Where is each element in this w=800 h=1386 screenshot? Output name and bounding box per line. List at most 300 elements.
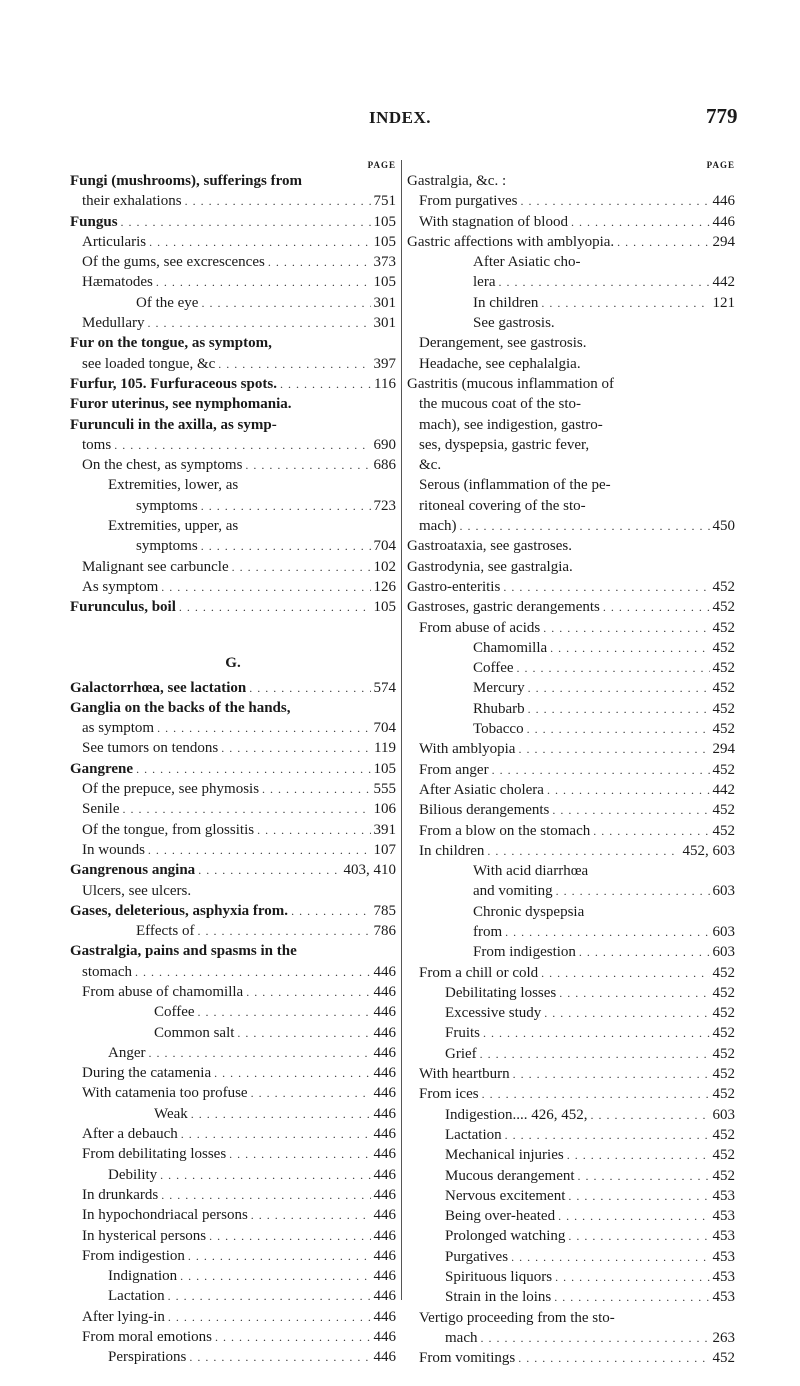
entry-page-ref: 294 (712, 233, 735, 250)
dot-leader (492, 760, 710, 780)
index-entry (70, 1083, 396, 1103)
dot-leader (559, 983, 709, 1003)
index-entry (70, 779, 396, 799)
entry-term: Of the eye (136, 294, 199, 311)
index-entry (70, 415, 396, 435)
index-entry (407, 1348, 735, 1368)
index-entry (70, 1104, 396, 1124)
entry-term: Fungus (70, 213, 118, 230)
index-entry (70, 1307, 396, 1327)
index-entry (407, 374, 735, 394)
index-entry (70, 293, 396, 313)
index-entry (70, 333, 396, 353)
index-entry (407, 739, 735, 759)
entry-page-ref: 446 (373, 1349, 396, 1366)
index-entry (70, 1063, 396, 1083)
index-entry (407, 1226, 735, 1246)
index-entry (70, 860, 396, 880)
index-entry (70, 799, 396, 819)
entry-page-ref: 452 (712, 1045, 735, 1062)
entry-page-ref: 452 (712, 761, 735, 778)
dot-leader (579, 942, 710, 962)
index-entry (70, 475, 396, 495)
dot-leader (232, 557, 371, 577)
entry-term: Weak (154, 1105, 188, 1122)
entry-page-ref: 397 (373, 355, 396, 372)
dot-leader (578, 1166, 710, 1186)
index-entry (407, 983, 735, 1003)
entry-page-ref: 452 (712, 599, 735, 616)
dot-leader (527, 719, 710, 739)
index-entry (407, 1064, 735, 1084)
index-entry (407, 1003, 735, 1023)
dot-leader (511, 1247, 709, 1267)
entry-page-ref: 452 (712, 1350, 735, 1367)
dot-leader (168, 1286, 371, 1306)
entry-term: Chronic dyspepsia (473, 903, 585, 920)
index-entry (407, 638, 735, 658)
entry-term: Debility (108, 1166, 158, 1183)
entry-term: From ices (419, 1086, 479, 1103)
index-entry (70, 1185, 396, 1205)
dot-leader (209, 1226, 370, 1246)
entry-term: From anger (419, 761, 489, 778)
entry-page-ref: 786 (373, 923, 396, 940)
entry-term: Mechanical injuries (445, 1147, 564, 1164)
index-entry (407, 1247, 735, 1267)
entry-term: Bilious derangements (419, 802, 550, 819)
entry-page-ref: 446 (712, 213, 735, 230)
index-entry (407, 902, 735, 922)
entry-page-ref: 294 (712, 741, 735, 758)
dot-leader (180, 1266, 370, 1286)
entry-term: Fruits (445, 1025, 481, 1042)
index-entry (70, 1165, 396, 1185)
dot-leader (503, 577, 709, 597)
entry-term: Malignant see carbuncle (82, 558, 229, 575)
index-entry (70, 171, 396, 191)
index-entry (70, 698, 396, 718)
index-entry (407, 313, 735, 333)
entry-term: Anger (108, 1044, 146, 1061)
entry-term: mach (445, 1329, 478, 1346)
entry-page-ref: 446 (373, 1308, 396, 1325)
entry-page-ref: 452, 603 (682, 842, 735, 859)
dot-leader (483, 1023, 709, 1043)
entry-term: Articularis (82, 233, 147, 250)
dot-leader (505, 1125, 710, 1145)
index-entry (407, 1328, 735, 1348)
dot-leader (268, 252, 371, 272)
entry-term: Debilitating losses (445, 984, 557, 1001)
entry-page-ref: 453 (712, 1187, 735, 1204)
entry-term: ses, dyspepsia, gastric fever, (419, 436, 590, 453)
index-entry (70, 252, 396, 272)
index-entry (70, 212, 396, 232)
entry-page-ref: 452 (712, 680, 735, 697)
index-entry (407, 536, 735, 556)
dot-leader (229, 1144, 370, 1164)
section-letter: G. (225, 654, 241, 671)
index-entry (407, 618, 735, 638)
entry-page-ref: 105 (373, 760, 396, 777)
index-entry (70, 557, 396, 577)
dot-leader (214, 1063, 370, 1083)
entry-page-ref: 446 (373, 1146, 396, 1163)
index-entry (407, 212, 735, 232)
entry-page-ref: 107 (373, 841, 396, 858)
dot-leader (168, 1307, 371, 1327)
dot-leader (249, 678, 370, 698)
entry-term: Gastro-enteritis (407, 578, 501, 595)
entry-term: Nervous excitement (445, 1187, 566, 1204)
index-entry (407, 1125, 735, 1145)
left-entries (70, 171, 396, 1368)
entry-page-ref: 119 (374, 740, 396, 757)
entry-term: lera (473, 274, 496, 291)
entry-term: Excessive study (445, 1005, 542, 1022)
entry-page-ref: 690 (373, 436, 396, 453)
entry-page-ref: 105 (373, 274, 396, 291)
entry-term: Of the tongue, from glossitis (82, 821, 255, 838)
entry-page-ref: 446 (373, 1004, 396, 1021)
entry-term: Hæmatodes (82, 274, 153, 291)
entry-page-ref: 391 (373, 821, 396, 838)
entry-page-ref: 263 (712, 1329, 735, 1346)
entry-term: Gastroses, gastric derangements (407, 599, 600, 616)
entry-page-ref: 446 (373, 1186, 396, 1203)
entry-term: Chamomilla (473, 639, 548, 656)
index-entry (70, 313, 396, 333)
index-entry (70, 1144, 396, 1164)
dot-leader (554, 1287, 709, 1307)
index-entry (70, 394, 396, 414)
entry-term: From abuse of chamomilla (82, 983, 244, 1000)
entry-term: Fur on the tongue, as symptom, (70, 335, 272, 352)
index-entry (70, 921, 396, 941)
entry-page-ref: 446 (373, 1288, 396, 1305)
entry-page-ref: 603 (712, 883, 735, 900)
index-entry (407, 719, 735, 739)
index-entry (70, 962, 396, 982)
entry-term: Coffee (154, 1004, 195, 1021)
index-entry (70, 1246, 396, 1266)
index-entry (407, 232, 735, 252)
dot-leader (136, 759, 370, 779)
entry-term: Fungi (mushrooms), sufferings from (70, 173, 302, 189)
index-entry (407, 760, 735, 780)
dot-leader (148, 840, 371, 860)
entry-term: ritoneal covering of the sto- (419, 497, 586, 514)
index-entry (407, 1145, 735, 1165)
entry-term: Furfur, 105. Furfuraceous spots. (70, 375, 277, 392)
index-entry (70, 516, 396, 536)
index-entry (70, 374, 396, 394)
entry-page-ref: 446 (373, 1085, 396, 1102)
index-entry (407, 333, 735, 353)
dot-leader (518, 739, 709, 759)
entry-term: After a debauch (82, 1126, 178, 1143)
index-entry (407, 1186, 735, 1206)
dot-leader (555, 1267, 709, 1287)
entry-term: During the catamenia (82, 1065, 212, 1082)
entry-term: Gases, deleterious, asphyxia from. (70, 902, 289, 919)
index-entry (70, 1266, 396, 1286)
entry-page-ref: 704 (373, 538, 396, 555)
entry-page-ref: 452 (712, 1167, 735, 1184)
entry-term: the mucous coat of the sto- (419, 396, 582, 413)
entry-page-ref: 452 (712, 1147, 735, 1164)
index-entry (70, 982, 396, 1002)
entry-page-ref: 555 (373, 781, 396, 798)
entry-term: On the chest, as symptoms (82, 457, 243, 474)
index-entry (70, 941, 396, 961)
entry-page-ref: 446 (373, 1166, 396, 1183)
entry-page-ref: 452 (712, 700, 735, 717)
index-entry (70, 455, 396, 475)
entry-term: &c. (419, 457, 442, 474)
index-entry (407, 293, 735, 313)
index-entry (407, 963, 735, 983)
entry-page-ref: 301 (373, 315, 396, 332)
entry-term: Derangement, see gastrosis. (419, 335, 587, 352)
entry-term: In hypochondriacal persons (82, 1207, 248, 1224)
index-entry (70, 901, 396, 921)
dot-leader (480, 1044, 710, 1064)
dot-leader (544, 1003, 709, 1023)
dot-leader (189, 1347, 370, 1367)
index-entry (407, 354, 735, 374)
entry-term: Vertigo proceeding from the sto- (419, 1309, 615, 1326)
entry-term: From purgatives (419, 193, 518, 210)
index-entry (407, 780, 735, 800)
index-entry (70, 1002, 396, 1022)
index-entry (407, 435, 735, 455)
dot-leader (181, 1124, 371, 1144)
dot-leader (157, 718, 370, 738)
dot-leader (161, 1185, 370, 1205)
entry-term: mach), see indigestion, gastro- (419, 416, 603, 433)
entry-page-ref: 574 (373, 679, 396, 696)
entry-term: Furunculi in the axilla, as symp- (70, 416, 277, 433)
entry-term: Medullary (82, 315, 145, 332)
entry-page-ref: 126 (373, 578, 396, 595)
entry-page-ref: 452 (712, 639, 735, 656)
entry-page-ref: 453 (712, 1269, 735, 1286)
entry-page-ref: 452 (712, 619, 735, 636)
entry-page-ref: 452 (712, 802, 735, 819)
dot-leader (528, 699, 710, 719)
entry-term: from (473, 923, 503, 940)
dot-leader (121, 212, 371, 232)
entry-page-ref: 446 (373, 1044, 396, 1061)
entry-page-ref: 446 (373, 1126, 396, 1143)
dot-leader (179, 597, 371, 617)
right-entries (407, 171, 735, 1369)
entry-page-ref: 116 (374, 375, 396, 392)
entry-page-ref: 446 (373, 1268, 396, 1285)
dot-leader (571, 212, 710, 232)
entry-term: Of the gums, see excrescences (82, 254, 265, 271)
index-entry (407, 942, 735, 962)
index-entry (407, 1287, 735, 1307)
entry-page-ref: 452 (712, 1025, 735, 1042)
index-entry (407, 861, 735, 881)
index-entry (407, 557, 735, 577)
entry-page-ref: 452 (712, 822, 735, 839)
index-entry (70, 1043, 396, 1063)
index-entry (70, 191, 396, 211)
entry-page-ref: 723 (373, 497, 396, 514)
dot-leader (550, 638, 709, 658)
index-entry (70, 354, 396, 374)
entry-term: Prolonged watching (445, 1228, 566, 1245)
index-entry (407, 577, 735, 597)
entry-term: their exhalations (82, 193, 182, 210)
dot-leader (593, 821, 709, 841)
entry-term: Headache, see cephalalgia. (419, 355, 581, 372)
index-entry (70, 232, 396, 252)
dot-leader (558, 1206, 709, 1226)
dot-leader (568, 1186, 709, 1206)
running-header-title: INDEX. (368, 108, 432, 127)
left-column (70, 160, 396, 1368)
entry-page-ref: 442 (712, 781, 735, 798)
dot-leader (135, 962, 371, 982)
entry-term: Coffee (473, 660, 514, 677)
entry-term: Furunculus, boil (70, 599, 176, 616)
dot-leader (221, 738, 371, 758)
dot-leader (603, 597, 710, 617)
entry-page-ref: 452 (712, 1005, 735, 1022)
index-entry (407, 272, 735, 292)
entry-term: With heartburn (419, 1066, 510, 1083)
index-entry (70, 597, 396, 617)
index-entry (70, 496, 396, 516)
dot-leader (218, 354, 370, 374)
entry-term: Extremities, lower, as (108, 477, 239, 494)
entry-term: symptoms (136, 538, 198, 555)
entry-page-ref: 403, 410 (343, 862, 396, 879)
entry-page-ref: 446 (373, 1065, 396, 1082)
entry-term: Gastroataxia, see gastroses. (407, 538, 572, 555)
index-entry (70, 1327, 396, 1347)
entry-term: After Asiatic cho- (473, 254, 581, 271)
entry-term: From vomitings (419, 1350, 516, 1367)
entry-page-ref: 301 (373, 294, 396, 311)
dot-leader (547, 780, 710, 800)
entry-term: Serous (inflammation of the pe- (419, 477, 611, 494)
dot-leader (246, 982, 370, 1002)
entry-term: From a chill or cold (419, 964, 539, 981)
dot-leader (543, 618, 709, 638)
entry-term: Lactation (445, 1126, 502, 1143)
dot-leader (149, 232, 370, 252)
dot-leader (123, 799, 371, 819)
entry-page-ref: 452 (712, 984, 735, 1001)
entry-term: With acid diarrhœa (473, 863, 589, 880)
spacer (70, 618, 396, 638)
entry-term: Extremities, upper, as (108, 518, 239, 535)
entry-term: In wounds (82, 841, 145, 858)
entry-term: From a blow on the stomach (419, 822, 591, 839)
dot-leader (147, 313, 370, 333)
entry-term: toms (82, 436, 112, 453)
dot-leader (487, 841, 679, 861)
index-entry (407, 1166, 735, 1186)
index-entry (70, 536, 396, 556)
entry-term: Gastralgia, pains and spasms in the (70, 943, 297, 960)
entry-term: Tobacco (473, 721, 524, 738)
index-entry (407, 1044, 735, 1064)
dot-leader (201, 536, 371, 556)
entry-page-ref: 452 (712, 721, 735, 738)
page-number: 779 (706, 104, 738, 128)
index-entry (407, 597, 735, 617)
entry-page-ref: 452 (712, 1086, 735, 1103)
index-entry (407, 800, 735, 820)
entry-term: From indigestion (473, 944, 576, 961)
entry-term: From abuse of acids (419, 619, 541, 636)
entry-term: See tumors on tendons (82, 740, 219, 757)
index-entry (70, 1124, 396, 1144)
entry-page-ref: 603 (712, 1106, 735, 1123)
entry-term: Lactation (108, 1288, 165, 1305)
entry-term: In hysterical persons (82, 1227, 207, 1244)
entry-term: Grief (445, 1045, 477, 1062)
dot-leader (237, 1023, 370, 1043)
dot-leader (201, 293, 370, 313)
index-entry (407, 191, 735, 211)
entry-page-ref: 105 (373, 233, 396, 250)
entry-term: Common salt (154, 1024, 235, 1041)
entry-term: Gastrodynia, see gastralgia. (407, 558, 573, 575)
index-entry (407, 455, 735, 475)
entry-term: see loaded tongue, &c (82, 355, 216, 372)
entry-term: as symptom (82, 720, 155, 737)
entry-page-ref: 751 (373, 193, 396, 210)
entry-term: From debilitating losses (82, 1146, 227, 1163)
dot-leader (482, 1084, 710, 1104)
entry-term: Rhubarb (473, 700, 525, 717)
dot-leader (262, 779, 370, 799)
dot-leader (198, 1002, 371, 1022)
dot-leader (156, 272, 371, 292)
index-entry (407, 171, 735, 191)
dot-leader (518, 1348, 709, 1368)
dot-leader (185, 191, 371, 211)
entry-term: After Asiatic cholera (419, 781, 544, 798)
entry-term: Gastralgia, &c. : (407, 173, 507, 189)
index-entry (70, 577, 396, 597)
index-entry (407, 394, 735, 414)
entry-page-ref: 686 (373, 457, 396, 474)
column-page-label: PAGE (706, 160, 735, 170)
dot-leader (556, 881, 710, 901)
entry-term: Purgatives (445, 1248, 509, 1265)
index-entry (407, 252, 735, 272)
index-entry (70, 1226, 396, 1246)
index-entry (70, 759, 396, 779)
entry-term: Strain in the loins (445, 1289, 552, 1306)
entry-page-ref: 106 (373, 801, 396, 818)
entry-term: symptoms (136, 497, 198, 514)
entry-page-ref: 452 (712, 1126, 735, 1143)
entry-term: In drunkards (82, 1186, 159, 1203)
entry-term: Being over-heated (445, 1208, 556, 1225)
index-entry (407, 1308, 735, 1328)
entry-term: In children (473, 294, 539, 311)
